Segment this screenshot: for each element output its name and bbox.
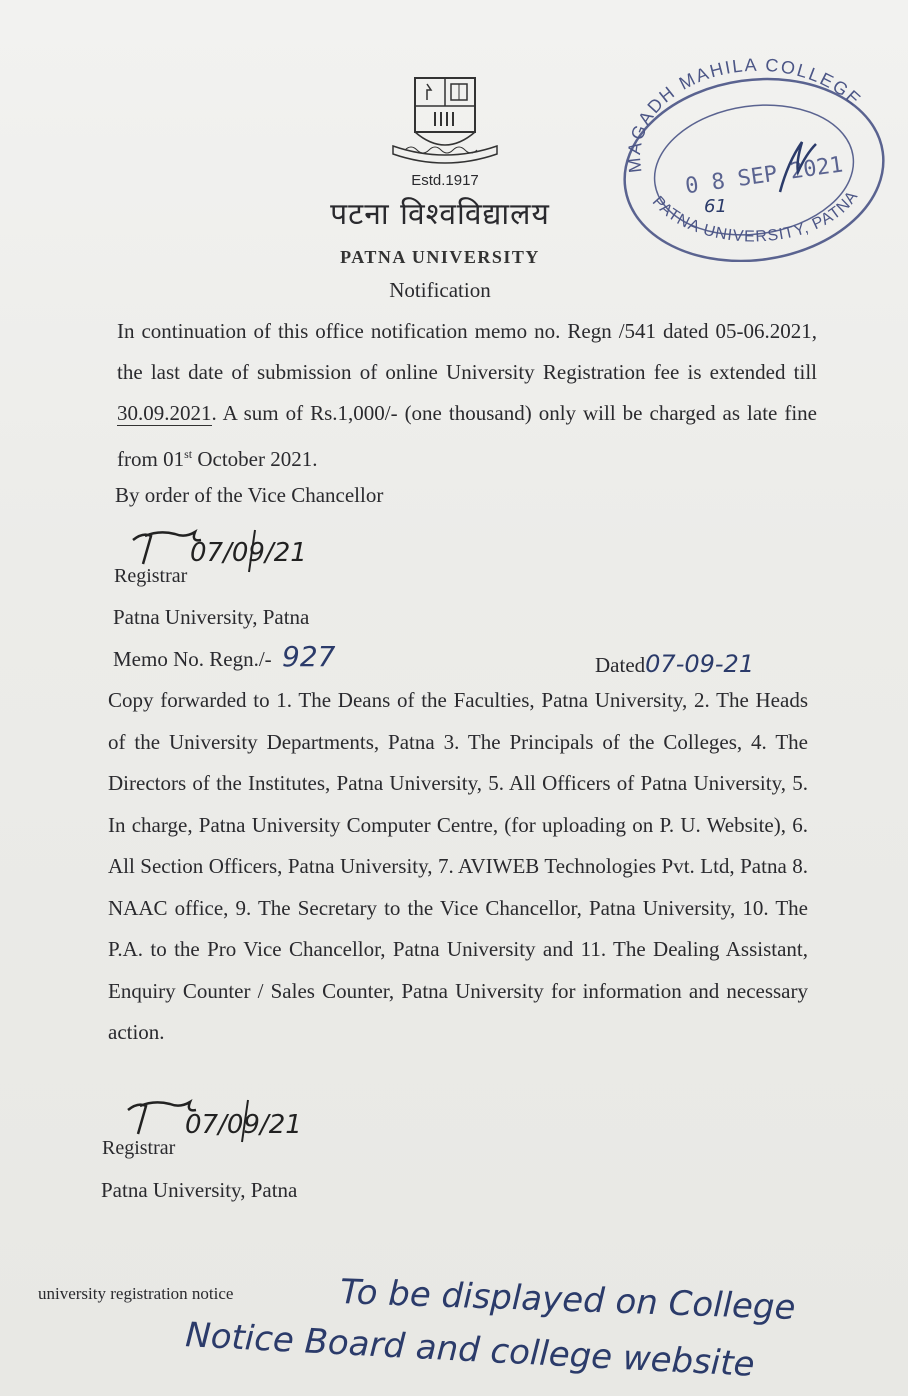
stamp-number: 61 [704,196,727,217]
registrar-place-1: Patna University, Patna [113,605,310,629]
paragraph-text-part1: In continuation of this office notification memo no. Regn /541 dated 05-06.2021, the last date of submission of online University Registration fee is extended till [117,319,817,384]
registrar-title-1: Registrar [114,565,188,587]
established-year: Estd.1917 [411,172,479,189]
paragraph-text-part3: October 2021. [192,447,318,471]
registrar-place-2: Patna University, Patna [101,1178,298,1202]
stamp-college-name: MAGADH MAHILA COLLEGE [623,54,866,174]
copy-forwarded-paragraph: Copy forwarded to 1. The Deans of the Faculties, Patna University, 2. The Heads of the University Departments, Patna 3. The Principals of the Colleges, 4. The Directors of the Institutes, Patna University, 5. All Officers of Patna University, 5. In charge, Patna University Computer Centre, (for uploading on P. U. Website), 6. All Section Officers, Patna University, 7. AVIWEB Technologies Pvt. Ltd, Patna 8. NAAC office, 9. The Secretary to the Vice Chancellor, Patna University, 10. The P.A. to the Pro Vice Chancellor, Patna University and 11. The Dealing Assistant, Enquiry Counter / Sales Counter, Patna University for information and necessary action. [108,688,808,1044]
stamp-date: 0 8 SEP 2021 [683,152,845,200]
university-name: PATNA UNIVERSITY [340,247,540,267]
university-name-hindi: पटना विश्वविद्यालय [330,197,550,232]
signature-date-2: 07/09/21 [185,1110,302,1140]
handwritten-note-line2: Notice Board and college website [184,1315,756,1385]
order-line: By order of the Vice Chancellor [115,483,384,507]
registrar-title-2: Registrar [102,1137,176,1159]
notification-paragraph [117,311,817,480]
stamp-university-name: PATNA UNIVERSITY, PATNA [648,187,862,246]
memo-number: 927 [282,640,336,673]
dated-value: 07-09-21 [645,650,755,678]
university-emblem-icon [385,72,505,172]
memo-label: Memo No. Regn./- [113,647,272,671]
handwritten-note-line1: To be displayed on College [339,1272,797,1328]
document-footer-label: university registration notice [38,1284,234,1303]
college-receipt-stamp [612,52,892,262]
signature-date-1: 07/09/21 [190,538,307,568]
document-title: Notification [389,278,491,302]
ordinal-suffix: st [184,447,193,461]
dated-label: Dated [595,653,646,677]
paragraph-text-part2: . A sum of Rs.1,000/- (one thousand) only will be charged as late fine from 01 [117,401,817,471]
extended-date: 30.09.2021 [117,401,212,425]
dated-field [595,650,754,678]
